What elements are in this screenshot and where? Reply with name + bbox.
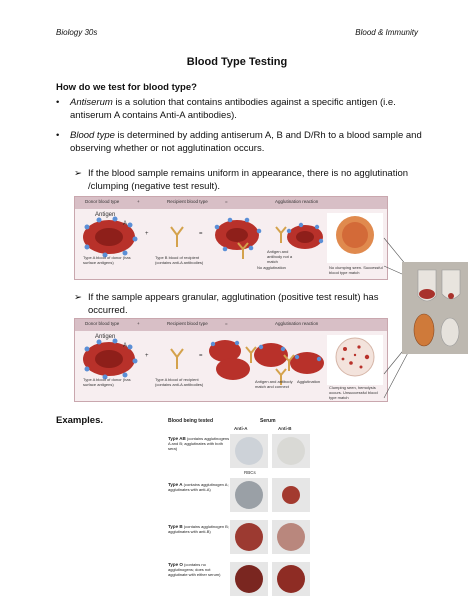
row-type: Type B xyxy=(168,524,183,529)
head-donor: Donor blood type xyxy=(85,199,120,204)
antigen-label: Antigen xyxy=(95,212,116,218)
caption-slide: No clumping seen. Successful blood type match xyxy=(329,265,383,275)
antigen-letter: A xyxy=(123,343,128,349)
head-recipient: Recipient blood type xyxy=(167,321,208,326)
well-b-anti-b xyxy=(272,520,310,554)
bullet-text: is determined by adding antiserum A, B and D/Rh to a blood sample and observing whether or not agglutination occurs. xyxy=(70,130,422,154)
caption-antigen: Antigen and antibody match and connect xyxy=(255,379,293,389)
head-equals: = xyxy=(225,321,228,326)
row-type: Type A xyxy=(168,482,183,487)
example-row-a xyxy=(168,482,230,492)
page-title: Blood Type Testing xyxy=(186,56,288,68)
example-row-b xyxy=(168,524,230,534)
point-no-agglutination xyxy=(74,167,414,193)
well-o-anti-b xyxy=(272,562,310,596)
caption-slide: Clumping seen, hemolysis occurs. Unsuccessful blood type match xyxy=(329,385,378,400)
rbc-clump-icon xyxy=(209,340,324,380)
example-row-o xyxy=(168,562,230,577)
agglutinated-sample-icon xyxy=(235,481,263,509)
antigen-label: Antigen xyxy=(95,334,116,340)
uniform-sample-icon xyxy=(235,565,263,593)
well-o-anti-a xyxy=(230,562,268,596)
well-b-anti-a xyxy=(230,520,268,554)
well-a-anti-a xyxy=(230,478,268,512)
bullet-text: is a solution that contains antibodies against a specific antigen (i.e. antiserum A contains Anti-A antibodies). xyxy=(70,97,396,121)
example-row-ab xyxy=(168,436,230,451)
head-reaction: Agglutination reaction xyxy=(275,199,319,204)
equals-sign: = xyxy=(199,231,203,237)
head-plus: + xyxy=(137,321,140,326)
arrow-bullet-icon: ➢ xyxy=(74,292,82,303)
point-agglutination xyxy=(74,291,414,317)
caption-recipient: Type B blood of recipient (contains anti-A antibodies) xyxy=(155,255,204,265)
caption-donor: Type A blood of donor (has surface antigens) xyxy=(83,377,131,387)
head-plus: + xyxy=(137,199,140,204)
col-header-serum: Serum xyxy=(260,418,276,424)
rbc-donor-icon xyxy=(83,339,138,380)
bullet-dot-icon: • xyxy=(56,130,60,141)
bullet-antiserum xyxy=(56,96,426,122)
agglutinated-sample-icon xyxy=(235,437,263,465)
rbc-right-icon xyxy=(287,223,323,249)
row-desc: (contains agglutinogen A; agglutinates with anti-A) xyxy=(168,482,229,492)
row-desc: (contains no agglutinogens; does not agglutinate with either serum) xyxy=(168,562,221,577)
row-type: Type O xyxy=(168,562,183,567)
uniform-sample-icon xyxy=(282,486,300,504)
head-recipient: Recipient blood type xyxy=(167,199,208,204)
rbc-label: RBCs xyxy=(244,470,256,475)
header-course: Biology 30s xyxy=(56,28,98,37)
equals-sign: = xyxy=(199,353,203,359)
well-a-anti-b xyxy=(272,478,310,512)
uniform-sample-icon xyxy=(277,565,305,593)
row-desc: (contains agglutinogen B; agglutinates with anti-B) xyxy=(168,524,229,534)
agglutinated-sample-icon xyxy=(277,523,305,551)
well-ab-anti-a xyxy=(230,434,268,468)
test-tube-icon xyxy=(402,262,468,354)
head-reaction: Agglutination reaction xyxy=(275,321,319,326)
agglutinated-sample-icon xyxy=(277,437,305,465)
plus-sign: + xyxy=(145,231,149,237)
arrow-bullet-icon: ➢ xyxy=(74,168,82,179)
caption-antigen: Antigen and antibody not a match xyxy=(267,249,293,264)
uniform-sample-icon xyxy=(235,523,263,551)
caption-recipient: Type A blood of recipient (contains anti-A antibodies) xyxy=(155,377,204,387)
antigen-letter: A xyxy=(123,221,128,227)
plus-sign: + xyxy=(145,353,149,359)
head-donor: Donor blood type xyxy=(85,321,120,326)
diagram-no-agglutination xyxy=(74,196,388,280)
caption-result: No agglutination xyxy=(257,265,286,270)
point-text: If the sample appears granular, agglutination (positive test result) has occurred. xyxy=(88,292,379,316)
row-type: Type AB xyxy=(168,436,186,441)
test-tube-photo xyxy=(402,262,468,354)
rbc-middle-icon xyxy=(215,218,262,252)
rbc-donor-icon xyxy=(83,217,138,258)
antibody-icon xyxy=(171,227,183,247)
question-heading: How do we test for blood type? xyxy=(56,82,197,93)
head-equals: = xyxy=(225,199,228,204)
caption-result: Agglutination xyxy=(297,379,321,384)
row-desc: (contains agglutinogens A and B; agglutinates with both sera) xyxy=(168,436,230,451)
well-ab-anti-b xyxy=(272,434,310,468)
bullet-blood-type xyxy=(56,129,426,155)
point-text: If the blood sample remains uniform in appearance, there is no agglutination /clumping (negative test result). xyxy=(88,168,409,192)
term-antiserum: Antiserum xyxy=(70,97,113,108)
antibody-icon xyxy=(171,349,183,369)
col-anti-b: Anti-B xyxy=(278,426,292,431)
col-anti-a: Anti-A xyxy=(234,426,248,431)
bullet-dot-icon: • xyxy=(56,97,60,108)
header-unit: Blood & Immunity xyxy=(355,28,418,37)
term-blood-type: Blood type xyxy=(70,130,115,141)
caption-donor: Type A blood of donor (has surface antigens) xyxy=(83,255,131,265)
examples-figure xyxy=(160,412,310,602)
diagram-agglutination xyxy=(74,318,388,402)
col-header-blood: Blood being tested xyxy=(168,418,213,424)
examples-heading: Examples. xyxy=(56,415,103,426)
